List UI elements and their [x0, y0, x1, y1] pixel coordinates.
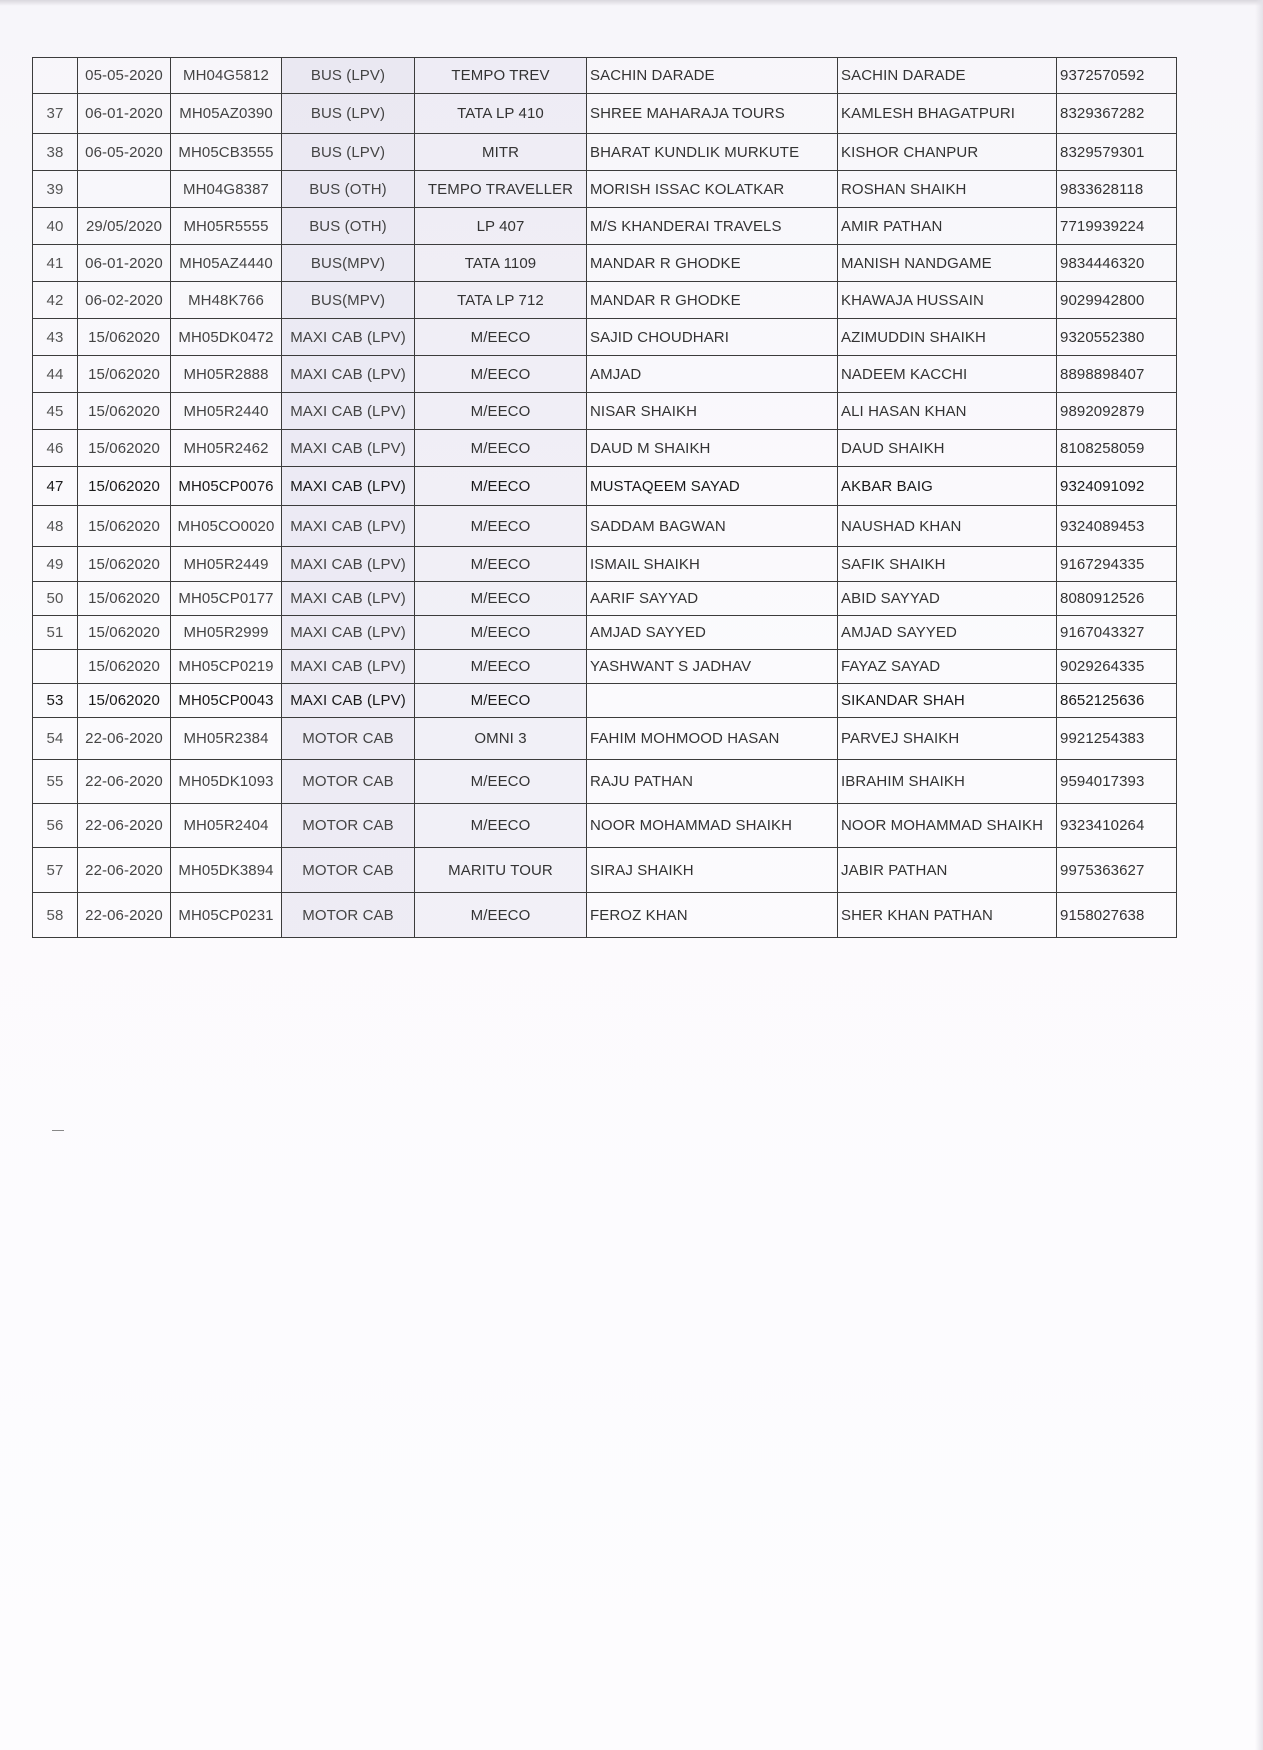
date-cell: 15/062020 [78, 506, 171, 547]
vehicle-type-cell: MAXI CAB (LPV) [282, 547, 415, 582]
date-cell: 15/062020 [78, 650, 171, 684]
serial-number-cell: 38 [33, 134, 78, 171]
driver-name-cell: NAUSHAD KHAN [838, 506, 1057, 547]
vehicle-model-cell: M/EECO [415, 467, 587, 506]
serial-number-cell: 50 [33, 582, 78, 616]
serial-number-cell: 45 [33, 393, 78, 430]
phone-number-cell: 9167294335 [1057, 547, 1177, 582]
serial-number-cell: 51 [33, 616, 78, 650]
vehicle-model-cell: OMNI 3 [415, 718, 587, 760]
phone-number-cell: 8108258059 [1057, 430, 1177, 467]
vehicle-type-cell: BUS (OTH) [282, 208, 415, 245]
date-cell [78, 171, 171, 208]
owner-name-cell: MANDAR R GHODKE [587, 282, 838, 319]
phone-number-cell: 8898898407 [1057, 356, 1177, 393]
vehicle-type-cell: MOTOR CAB [282, 848, 415, 893]
phone-number-cell: 9029942800 [1057, 282, 1177, 319]
vehicle-number-cell: MH05AZ0390 [171, 94, 282, 134]
vehicle-number-cell: MH05DK3894 [171, 848, 282, 893]
phone-number-cell: 9158027638 [1057, 893, 1177, 938]
vehicle-model-cell: MARITU TOUR [415, 848, 587, 893]
table-row [33, 547, 1177, 582]
driver-name-cell: SAFIK SHAIKH [838, 547, 1057, 582]
vehicle-model-cell: M/EECO [415, 684, 587, 718]
owner-name-cell: SAJID CHOUDHARI [587, 319, 838, 356]
date-cell: 22-06-2020 [78, 804, 171, 848]
driver-name-cell: PARVEJ SHAIKH [838, 718, 1057, 760]
driver-name-cell: AMIR PATHAN [838, 208, 1057, 245]
phone-number-cell: 9975363627 [1057, 848, 1177, 893]
driver-name-cell: DAUD SHAIKH [838, 430, 1057, 467]
owner-name-cell: RAJU PATHAN [587, 760, 838, 804]
vehicle-number-cell: MH05CB3555 [171, 134, 282, 171]
serial-number-cell: 54 [33, 718, 78, 760]
vehicle-type-cell: MAXI CAB (LPV) [282, 506, 415, 547]
page-top-shadow [0, 0, 1263, 6]
driver-name-cell: SHER KHAN PATHAN [838, 893, 1057, 938]
owner-name-cell: FEROZ KHAN [587, 893, 838, 938]
driver-name-cell: FAYAZ SAYAD [838, 650, 1057, 684]
driver-name-cell: AMJAD SAYYED [838, 616, 1057, 650]
table-row [33, 245, 1177, 282]
vehicle-type-cell: BUS (LPV) [282, 134, 415, 171]
owner-name-cell: AMJAD SAYYED [587, 616, 838, 650]
owner-name-cell: MANDAR R GHODKE [587, 245, 838, 282]
table-row [33, 58, 1177, 94]
table-body [33, 58, 1177, 938]
vehicle-register-table [32, 57, 1177, 938]
date-cell: 15/062020 [78, 393, 171, 430]
phone-number-cell: 9323410264 [1057, 804, 1177, 848]
table-row [33, 506, 1177, 547]
owner-name-cell: MUSTAQEEM SAYAD [587, 467, 838, 506]
vehicle-type-cell: BUS (OTH) [282, 171, 415, 208]
vehicle-number-cell: MH05AZ4440 [171, 245, 282, 282]
driver-name-cell: AKBAR BAIG [838, 467, 1057, 506]
driver-name-cell: ALI HASAN KHAN [838, 393, 1057, 430]
page-right-shadow [1255, 0, 1263, 1750]
serial-number-cell: 47 [33, 467, 78, 506]
vehicle-model-cell: M/EECO [415, 319, 587, 356]
vehicle-type-cell: BUS(MPV) [282, 245, 415, 282]
date-cell: 15/062020 [78, 582, 171, 616]
vehicle-type-cell: MAXI CAB (LPV) [282, 430, 415, 467]
serial-number-cell: 46 [33, 430, 78, 467]
vehicle-type-cell: MAXI CAB (LPV) [282, 467, 415, 506]
vehicle-number-cell: MH04G5812 [171, 58, 282, 94]
driver-name-cell: ROSHAN SHAIKH [838, 171, 1057, 208]
vehicle-model-cell: TATA LP 712 [415, 282, 587, 319]
phone-number-cell: 9324091092 [1057, 467, 1177, 506]
phone-number-cell: 9167043327 [1057, 616, 1177, 650]
vehicle-number-cell: MH05CO0020 [171, 506, 282, 547]
driver-name-cell: KHAWAJA HUSSAIN [838, 282, 1057, 319]
vehicle-model-cell: M/EECO [415, 893, 587, 938]
serial-number-cell [33, 58, 78, 94]
vehicle-model-cell: TATA 1109 [415, 245, 587, 282]
table-row [33, 356, 1177, 393]
phone-number-cell: 9892092879 [1057, 393, 1177, 430]
vehicle-number-cell: MH05R2888 [171, 356, 282, 393]
date-cell: 05-05-2020 [78, 58, 171, 94]
owner-name-cell: DAUD M SHAIKH [587, 430, 838, 467]
driver-name-cell: MANISH NANDGAME [838, 245, 1057, 282]
table-row [33, 319, 1177, 356]
vehicle-type-cell: MAXI CAB (LPV) [282, 650, 415, 684]
vehicle-number-cell: MH05R5555 [171, 208, 282, 245]
vehicle-type-cell: BUS (LPV) [282, 58, 415, 94]
vehicle-model-cell: TEMPO TRAVELLER [415, 171, 587, 208]
table-row [33, 718, 1177, 760]
phone-number-cell: 8652125636 [1057, 684, 1177, 718]
phone-number-cell: 9594017393 [1057, 760, 1177, 804]
table-row [33, 804, 1177, 848]
vehicle-number-cell: MH05R2384 [171, 718, 282, 760]
vehicle-number-cell: MH05R2462 [171, 430, 282, 467]
vehicle-model-cell: M/EECO [415, 393, 587, 430]
vehicle-model-cell: M/EECO [415, 547, 587, 582]
serial-number-cell: 55 [33, 760, 78, 804]
serial-number-cell: 58 [33, 893, 78, 938]
driver-name-cell: SIKANDAR SHAH [838, 684, 1057, 718]
phone-number-cell: 9324089453 [1057, 506, 1177, 547]
date-cell: 22-06-2020 [78, 760, 171, 804]
vehicle-type-cell: MOTOR CAB [282, 893, 415, 938]
driver-name-cell: AZIMUDDIN SHAIKH [838, 319, 1057, 356]
vehicle-number-cell: MH05CP0219 [171, 650, 282, 684]
vehicle-model-cell: M/EECO [415, 506, 587, 547]
phone-number-cell: 8329579301 [1057, 134, 1177, 171]
owner-name-cell: NISAR SHAIKH [587, 393, 838, 430]
phone-number-cell: 9833628118 [1057, 171, 1177, 208]
vehicle-type-cell: MOTOR CAB [282, 718, 415, 760]
serial-number-cell: 43 [33, 319, 78, 356]
vehicle-model-cell: M/EECO [415, 582, 587, 616]
table-row [33, 650, 1177, 684]
vehicle-type-cell: MAXI CAB (LPV) [282, 582, 415, 616]
table-row [33, 893, 1177, 938]
table-row [33, 430, 1177, 467]
date-cell: 15/062020 [78, 684, 171, 718]
vehicle-type-cell: MOTOR CAB [282, 760, 415, 804]
vehicle-type-cell: MAXI CAB (LPV) [282, 616, 415, 650]
vehicle-model-cell: TEMPO TREV [415, 58, 587, 94]
driver-name-cell: NOOR MOHAMMAD SHAIKH [838, 804, 1057, 848]
table-row [33, 171, 1177, 208]
owner-name-cell: YASHWANT S JADHAV [587, 650, 838, 684]
phone-number-cell: 9372570592 [1057, 58, 1177, 94]
vehicle-number-cell: MH05CP0177 [171, 582, 282, 616]
date-cell: 15/062020 [78, 319, 171, 356]
vehicle-number-cell: MH05R2449 [171, 547, 282, 582]
date-cell: 15/062020 [78, 430, 171, 467]
vehicle-model-cell: M/EECO [415, 430, 587, 467]
vehicle-number-cell: MH05CP0043 [171, 684, 282, 718]
date-cell: 06-01-2020 [78, 245, 171, 282]
owner-name-cell: M/S KHANDERAI TRAVELS [587, 208, 838, 245]
phone-number-cell: 8080912526 [1057, 582, 1177, 616]
vehicle-number-cell: MH05DK1093 [171, 760, 282, 804]
serial-number-cell: 56 [33, 804, 78, 848]
table-row [33, 848, 1177, 893]
table-row [33, 467, 1177, 506]
vehicle-number-cell: MH05DK0472 [171, 319, 282, 356]
date-cell: 06-02-2020 [78, 282, 171, 319]
phone-number-cell: 9834446320 [1057, 245, 1177, 282]
owner-name-cell: FAHIM MOHMOOD HASAN [587, 718, 838, 760]
vehicle-type-cell: MAXI CAB (LPV) [282, 393, 415, 430]
vehicle-number-cell: MH05R2440 [171, 393, 282, 430]
serial-number-cell: 53 [33, 684, 78, 718]
date-cell: 29/05/2020 [78, 208, 171, 245]
vehicle-number-cell: MH04G8387 [171, 171, 282, 208]
phone-number-cell: 7719939224 [1057, 208, 1177, 245]
phone-number-cell: 9921254383 [1057, 718, 1177, 760]
serial-number-cell: 42 [33, 282, 78, 319]
owner-name-cell: MORISH ISSAC KOLATKAR [587, 171, 838, 208]
owner-name-cell: SACHIN DARADE [587, 58, 838, 94]
owner-name-cell: SHREE MAHARAJA TOURS [587, 94, 838, 134]
driver-name-cell: KAMLESH BHAGATPURI [838, 94, 1057, 134]
date-cell: 15/062020 [78, 356, 171, 393]
serial-number-cell: 39 [33, 171, 78, 208]
phone-number-cell: 9029264335 [1057, 650, 1177, 684]
serial-number-cell: 41 [33, 245, 78, 282]
driver-name-cell: KISHOR CHANPUR [838, 134, 1057, 171]
driver-name-cell: JABIR PATHAN [838, 848, 1057, 893]
vehicle-number-cell: MH48K766 [171, 282, 282, 319]
vehicle-type-cell: MOTOR CAB [282, 804, 415, 848]
date-cell: 06-01-2020 [78, 94, 171, 134]
vehicle-type-cell: MAXI CAB (LPV) [282, 319, 415, 356]
phone-number-cell: 9320552380 [1057, 319, 1177, 356]
owner-name-cell: SIRAJ SHAIKH [587, 848, 838, 893]
owner-name-cell: BHARAT KUNDLIK MURKUTE [587, 134, 838, 171]
date-cell: 22-06-2020 [78, 718, 171, 760]
vehicle-number-cell: MH05CP0231 [171, 893, 282, 938]
serial-number-cell [33, 650, 78, 684]
vehicle-type-cell: BUS(MPV) [282, 282, 415, 319]
owner-name-cell: ISMAIL SHAIKH [587, 547, 838, 582]
vehicle-model-cell: TATA LP 410 [415, 94, 587, 134]
serial-number-cell: 57 [33, 848, 78, 893]
phone-number-cell: 8329367282 [1057, 94, 1177, 134]
serial-number-cell: 37 [33, 94, 78, 134]
owner-name-cell: NOOR MOHAMMAD SHAIKH [587, 804, 838, 848]
vehicle-number-cell: MH05R2999 [171, 616, 282, 650]
vehicle-model-cell: M/EECO [415, 616, 587, 650]
vehicle-model-cell: LP 407 [415, 208, 587, 245]
driver-name-cell: SACHIN DARADE [838, 58, 1057, 94]
vehicle-model-cell: M/EECO [415, 356, 587, 393]
owner-name-cell: AMJAD [587, 356, 838, 393]
driver-name-cell: ABID SAYYAD [838, 582, 1057, 616]
table-row [33, 134, 1177, 171]
owner-name-cell: AARIF SAYYAD [587, 582, 838, 616]
vehicle-model-cell: MITR [415, 134, 587, 171]
table-row [33, 393, 1177, 430]
table-row [33, 616, 1177, 650]
vehicle-model-cell: M/EECO [415, 804, 587, 848]
vehicle-number-cell: MH05R2404 [171, 804, 282, 848]
serial-number-cell: 48 [33, 506, 78, 547]
vehicle-type-cell: MAXI CAB (LPV) [282, 356, 415, 393]
date-cell: 22-06-2020 [78, 893, 171, 938]
date-cell: 15/062020 [78, 467, 171, 506]
table-row [33, 282, 1177, 319]
serial-number-cell: 40 [33, 208, 78, 245]
owner-name-cell: SADDAM BAGWAN [587, 506, 838, 547]
vehicle-type-cell: BUS (LPV) [282, 94, 415, 134]
date-cell: 22-06-2020 [78, 848, 171, 893]
date-cell: 15/062020 [78, 547, 171, 582]
table-row [33, 760, 1177, 804]
vehicle-model-cell: M/EECO [415, 650, 587, 684]
serial-number-cell: 44 [33, 356, 78, 393]
driver-name-cell: NADEEM KACCHI [838, 356, 1057, 393]
scan-mark [52, 1130, 64, 1131]
owner-name-cell [587, 684, 838, 718]
table-row [33, 582, 1177, 616]
table-row [33, 94, 1177, 134]
vehicle-type-cell: MAXI CAB (LPV) [282, 684, 415, 718]
table-row [33, 208, 1177, 245]
driver-name-cell: IBRAHIM SHAIKH [838, 760, 1057, 804]
vehicle-model-cell: M/EECO [415, 760, 587, 804]
table-row [33, 684, 1177, 718]
vehicle-number-cell: MH05CP0076 [171, 467, 282, 506]
serial-number-cell: 49 [33, 547, 78, 582]
date-cell: 06-05-2020 [78, 134, 171, 171]
date-cell: 15/062020 [78, 616, 171, 650]
